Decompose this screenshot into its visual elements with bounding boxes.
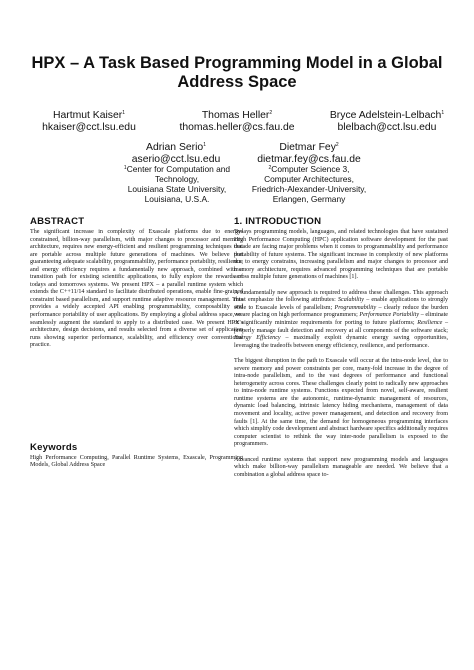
intro-paragraph-4: Advanced runtime systems that support new programming models and languages which make billion-way parallelism manageable are needed. We believe that a combination a global address space to- xyxy=(234,456,448,478)
attr-term: Scalability xyxy=(337,297,365,304)
left-column xyxy=(30,216,243,470)
paper-title: HPX – A Task Based Programming Model in a Global Address Space xyxy=(31,54,443,91)
attr-text: – maximally exploit dynamic energy saving opportunities, leveraging the tradeoffs between energy efficiency, resilience, and performance. xyxy=(234,335,448,349)
right-column xyxy=(234,216,448,479)
author-email[interactable]: blelbach@cct.lsu.edu xyxy=(337,122,437,133)
author-email[interactable]: aserio@cct.lsu.edu xyxy=(131,154,221,165)
attr-text: – properly manage fault detection and recovery at all components of the software stack; xyxy=(234,320,448,334)
author-name: Adrian Serio xyxy=(146,142,204,153)
affil-line: Computer Architectures, xyxy=(264,174,354,184)
author-email[interactable]: dietmar.fey@cs.fau.de xyxy=(257,154,361,165)
author-fey xyxy=(244,139,374,166)
attr-text: – eliminate or significantly minimize requirements for porting to future platforms; xyxy=(234,312,448,327)
author-affil-mark: 2 xyxy=(335,142,339,148)
affil-line: Louisiana State University, xyxy=(127,184,227,194)
author-name: Dietmar Fey xyxy=(279,142,336,153)
author-name: Bryce Adelstein-Lelbach xyxy=(329,110,442,121)
author-affil-mark: 1 xyxy=(441,110,445,116)
keywords-section xyxy=(30,442,243,470)
keywords-heading: Keywords xyxy=(30,441,78,453)
author-affil-mark: 1 xyxy=(122,110,126,116)
author-adelstein-lelbach xyxy=(310,107,464,134)
affil-line: Louisiana, U.S.A. xyxy=(144,194,210,204)
author-email[interactable]: thomas.heller@cs.fau.de xyxy=(179,122,295,133)
abstract-heading: ABSTRACT xyxy=(30,216,85,227)
attr-term: Resilience xyxy=(417,320,443,327)
affil-line: Center for Computation and xyxy=(126,164,231,174)
affil-mark: 2 xyxy=(268,165,272,171)
keywords-text: High Performance Computing, Parallel Runtime Systems, Exascale, Programming Models, Global Address Space xyxy=(30,454,243,469)
affil-line: Friedrich-Alexander-University, xyxy=(251,184,367,194)
attr-text: – enable applications to strongly scale to Exascale levels of parallelism; xyxy=(234,297,448,311)
affil-line: Erlangen, Germany xyxy=(272,194,346,204)
author-affil-mark: 1 xyxy=(203,142,206,148)
affil-line: Computer Science 3, xyxy=(271,164,350,174)
attr-term: Performance Portability xyxy=(359,312,420,319)
author-heller xyxy=(164,107,310,134)
author-serio xyxy=(108,139,244,166)
attr-term: Programmability xyxy=(334,304,377,311)
attr-text: – clearly reduce the burden we are placing on high performance programmers; xyxy=(234,304,448,319)
author-kaiser xyxy=(16,107,162,134)
author-affil-mark: 2 xyxy=(269,110,273,116)
affil-line: Technology, xyxy=(154,174,200,184)
intro-paragraph-1: Todays programming models, languages, and related technologies that have sustained High Performance Computing (HPC) application software development for the past decade are facing major problems when it comes to programmability and performance portability of future systems. The significant increase in complexity of new platforms due to energy constrains, increasing parallelism and major changes to processor and memory architecture, requires advanced programming techniques that are portable across multiple future generations of machines [1]. xyxy=(234,229,448,281)
intro-paragraph-3: The biggest disruption in the path to Exascale will occur at the intra-node level, due to severe memory and power constraints per core, many-fold increase in the degree of intra-node parallelism, and to the vast degrees of performance and functional heterogeneity across cores. These challenges clearly point to radically new approaches to intra-node runtime systems. Functions expected from novel, self-aware, resilient runtime systems are the autonomic, runtime-dynamic management of resources, dynamic load balancing, intrinsic latency hiding mechanisms, management of data movement and locality, active power management, and detection and recovery from faults [1]. At the same time, the demand for homogeneous programming interfaces which simplify code development and abstract hardware specifics additionally requires computer scientist to rethink the way inter-node parallelism is exposed to the programmers. xyxy=(234,358,448,448)
intro-paragraph-2 xyxy=(234,290,448,350)
affiliation-1 xyxy=(118,163,236,204)
introduction-heading: 1. INTRODUCTION xyxy=(234,216,322,227)
author-name: Hartmut Kaiser xyxy=(52,110,123,121)
attr-term: Energy Efficiency xyxy=(234,335,281,342)
abstract-text: The significant increase in complexity of Exascale platforms due to energy-constrained, billion-way parallelism, with major changes to processor and memory architecture, requires new energy-efficient and resilient programming techniques that are portable across multiple future generations of machines. We believe that guaranteeing adequate scalability, programmability, performance portability, resilience, and energy efficiency requires a fundamentally new approach, combined with a transition path for existing scientific applications, to fully explore the rewards of todays and tomorrows systems. We present HPX – a parallel runtime system which extends the C++11/14 standard to facilitate distributed operations, enable fine-grained constraint based parallelism, and support runtime adaptive resource management. This provides a widely accepted API enabling programmability, composability and performance portability of user applications. By employing a global address space, we seamlessly augment the standard to apply to a distributed case. We present HPX's architecture, design decisions, and results selected from a diverse set of application runs showing superior performance, scalability, and efficiency over conventional practice. xyxy=(30,229,243,349)
intro-paragraph-2-lead: A fundamentally new approach is required to address these challenges. This approach must emphasize the following attributes: xyxy=(234,289,448,304)
affiliation-2 xyxy=(244,163,374,204)
affil-mark: 1 xyxy=(123,165,127,171)
author-email[interactable]: hkaiser@cct.lsu.edu xyxy=(42,122,136,133)
author-name: Thomas Heller xyxy=(201,110,270,121)
